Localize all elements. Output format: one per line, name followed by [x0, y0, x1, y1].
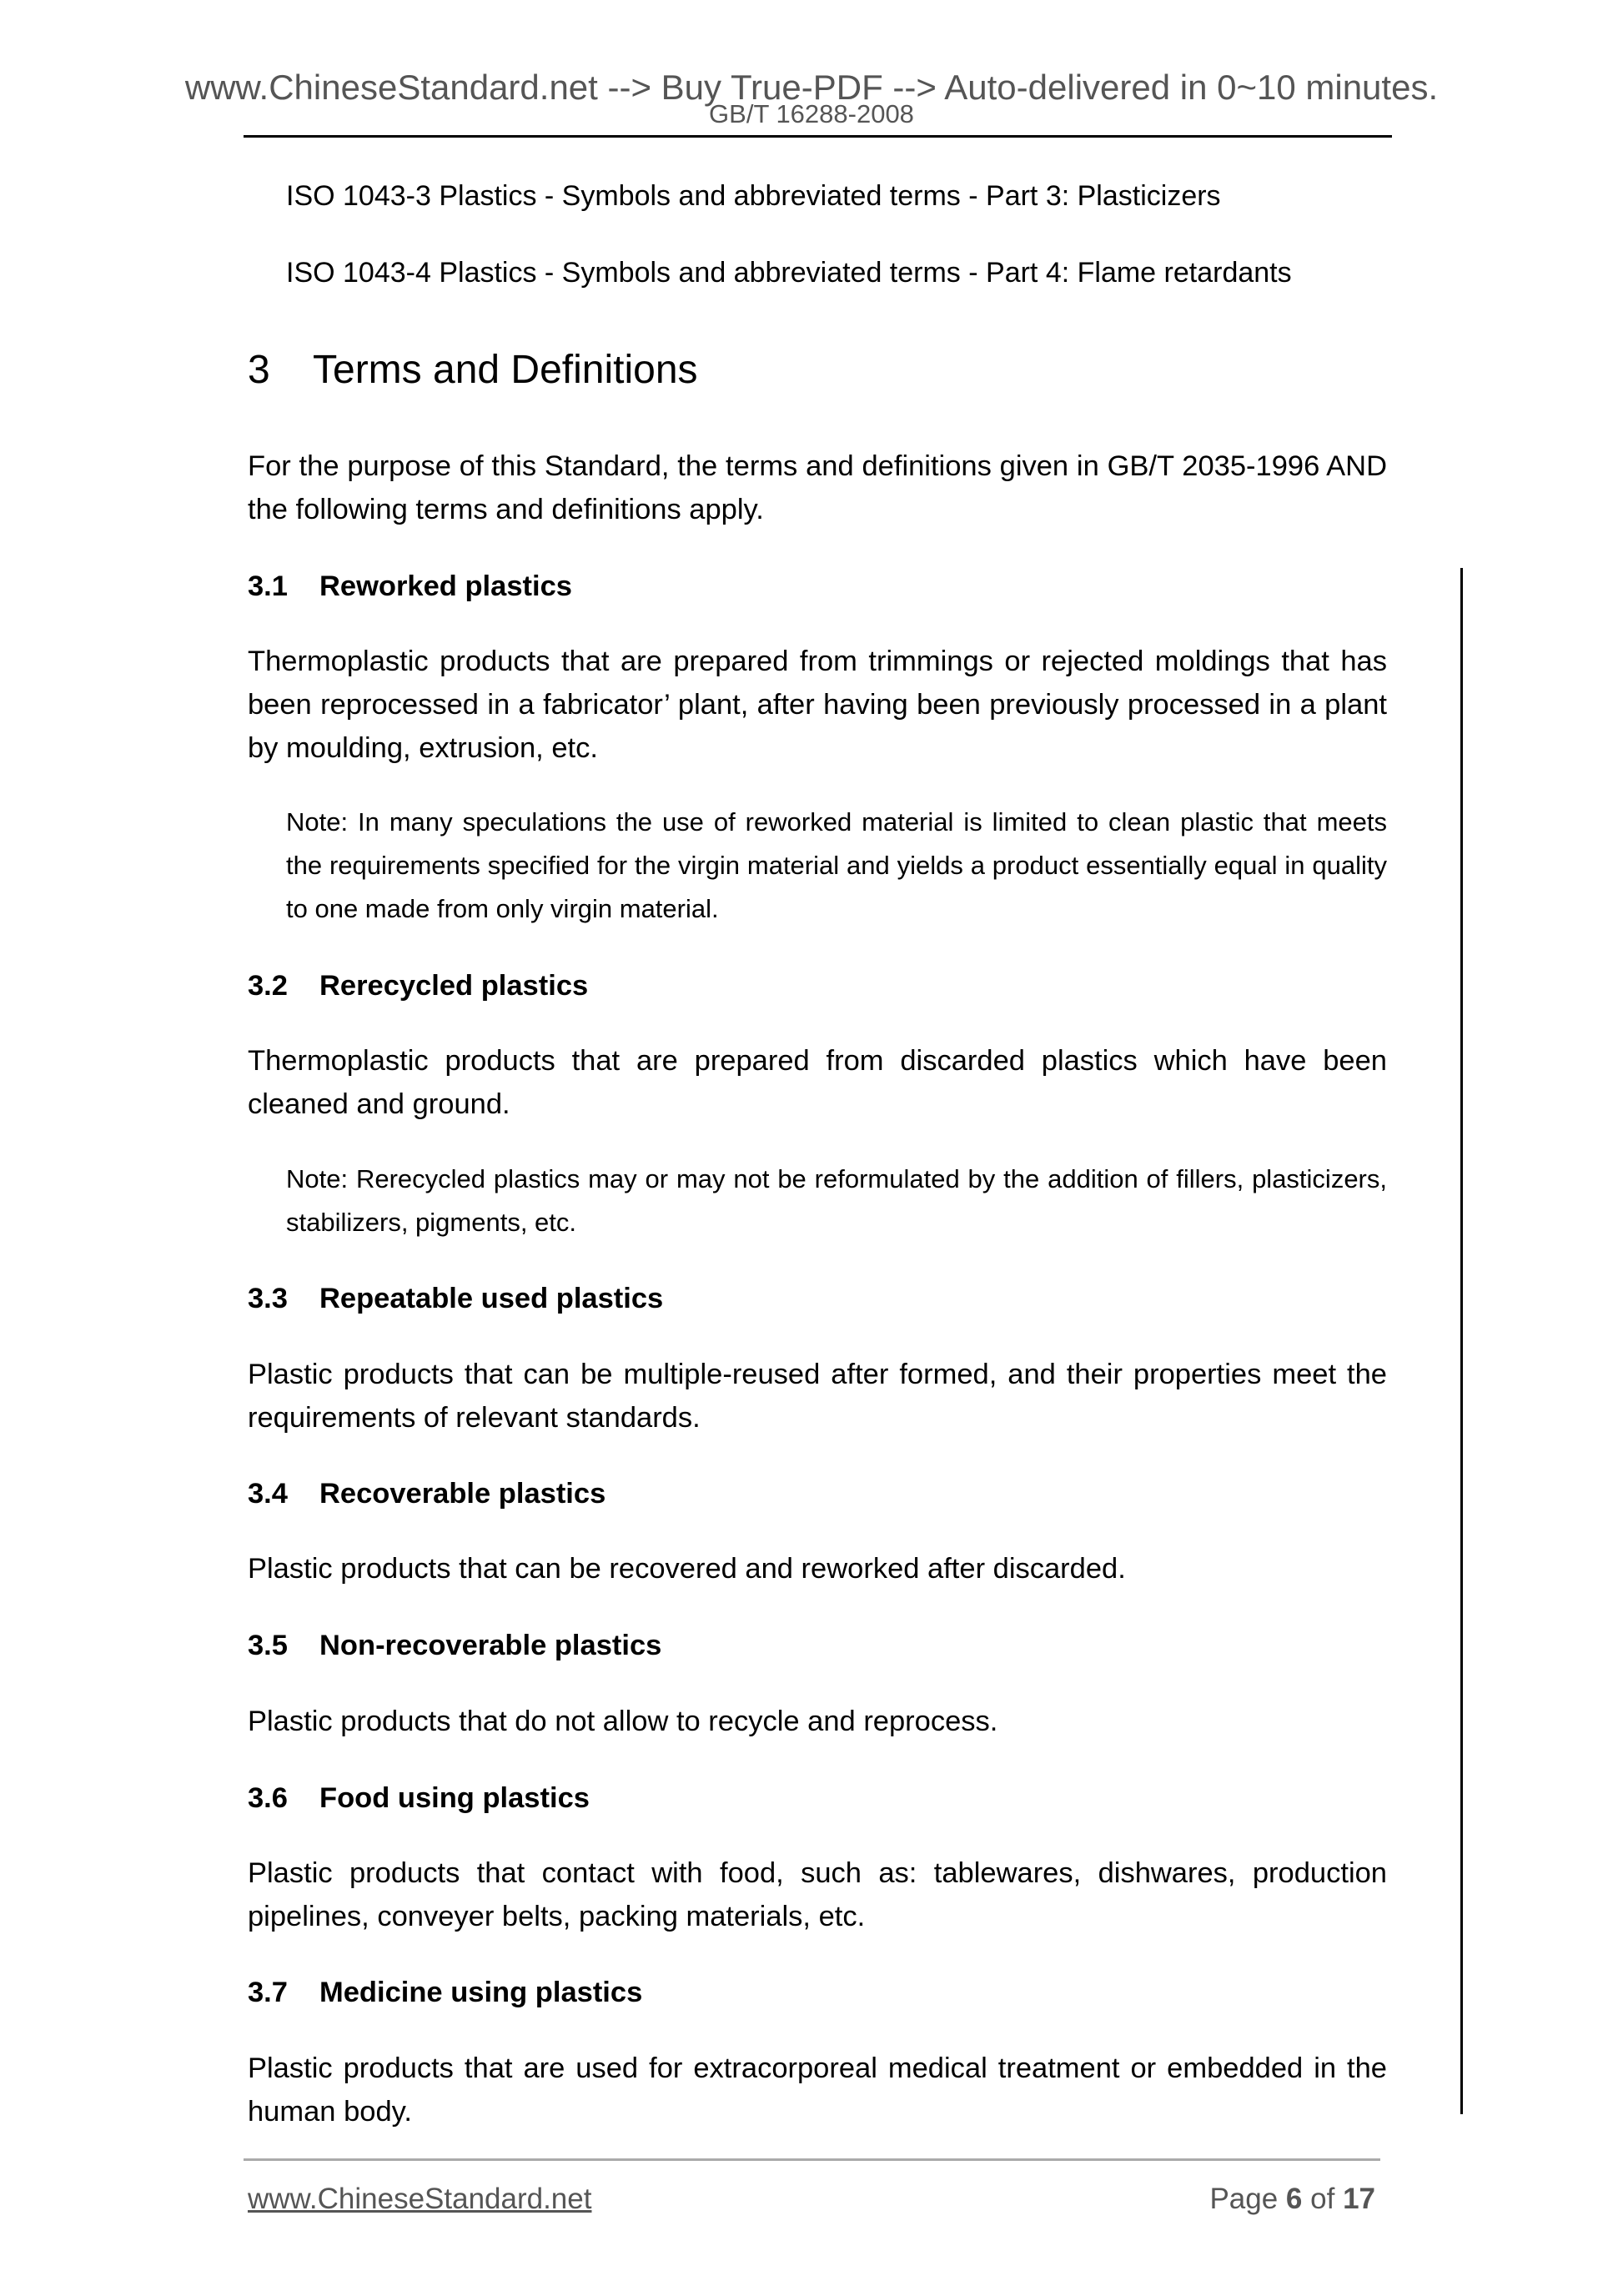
page-total: 17 — [1343, 2183, 1375, 2215]
term-title: Reworked plastics — [319, 570, 572, 602]
term-number: 3.7 — [248, 1977, 288, 2008]
term-heading — [248, 1971, 642, 2014]
change-bar — [1460, 568, 1463, 2114]
footer-link[interactable]: www.ChineseStandard.net — [248, 2183, 592, 2215]
term-title: Recoverable plastics — [319, 1478, 606, 1510]
term-definition: Plastic products that are used for extracorporeal medical treatment or embedded in the human body. — [248, 2052, 1387, 2128]
term-title: Medicine using plastics — [319, 1977, 643, 2008]
term-definition: Plastic products that can be multiple-reused after formed, and their properties meet the requirements of relevant standards. — [248, 1359, 1387, 1434]
header-banner: www.ChineseStandard.net --> Buy True-PDF --> Auto-delivered in 0~10 minutes. — [184, 68, 1439, 107]
term-definition: Thermoplastic products that are prepared from discarded plastics which have been cleaned and ground. — [248, 1045, 1387, 1120]
term-heading — [248, 1776, 590, 1820]
header-divider — [244, 135, 1392, 138]
footer-divider — [244, 2158, 1380, 2161]
term-definition: Plastic products that contact with food, such as: tablewares, dishwares, production pipelines, conveyer belts, packing materials, etc. — [248, 1857, 1387, 1932]
term-definition: Plastic products that do not allow to recycle and reprocess. — [248, 1706, 998, 1737]
term-title: Rerecycled plastics — [319, 970, 589, 1002]
term-heading — [248, 565, 572, 608]
standard-id: GB/T 16288-2008 — [709, 99, 914, 128]
term-number: 3.2 — [248, 970, 288, 1002]
term-definition: Thermoplastic products that are prepared from trimmings or rejected moldings that has been reprocessed in a fabricator’ plant, after having been previously processed in a plant by moulding, extrusion, etc. — [248, 646, 1387, 764]
term-number: 3.6 — [248, 1782, 288, 1814]
term-title: Food using plastics — [319, 1782, 590, 1814]
term-note: Note: Rerecycled plastics may or may not be reformulated by the addition of fillers, plasticizers, stabilizers, pigments, etc. — [286, 1164, 1387, 1237]
term-title: Non-recoverable plastics — [319, 1630, 662, 1661]
term-number: 3.1 — [248, 570, 288, 602]
term-number: 3.3 — [248, 1283, 288, 1314]
page-indicator — [1209, 2180, 1375, 2218]
section-heading — [248, 345, 698, 395]
term-title: Repeatable used plastics — [319, 1283, 664, 1314]
term-heading — [248, 1624, 661, 1667]
term-heading — [248, 964, 588, 1007]
section-number: 3 — [248, 348, 270, 392]
term-heading — [248, 1277, 663, 1320]
page-of-label: of — [1310, 2183, 1335, 2215]
page-current: 6 — [1285, 2183, 1303, 2215]
term-number: 3.4 — [248, 1478, 288, 1510]
term-note: Note: In many speculations the use of reworked material is limited to clean plastic that meets the requirements specified for the virgin material and yields a product essentially equal in quality to one made from only virgin material. — [286, 807, 1387, 923]
term-definition: Plastic products that can be recovered and reworked after discarded. — [248, 1553, 1126, 1585]
section-title: Terms and Definitions — [313, 348, 698, 392]
term-heading — [248, 1472, 605, 1515]
reference-item: ISO 1043-3 Plastics - Symbols and abbreviated terms - Part 3: Plasticizers — [286, 180, 1221, 212]
term-number: 3.5 — [248, 1630, 288, 1661]
reference-item: ISO 1043-4 Plastics - Symbols and abbreviated terms - Part 4: Flame retardants — [286, 257, 1292, 289]
page-label: Page — [1209, 2183, 1279, 2215]
section-intro: For the purpose of this Standard, the terms and definitions given in GB/T 2035-1996 AND the following terms and definitions apply. — [248, 450, 1387, 525]
